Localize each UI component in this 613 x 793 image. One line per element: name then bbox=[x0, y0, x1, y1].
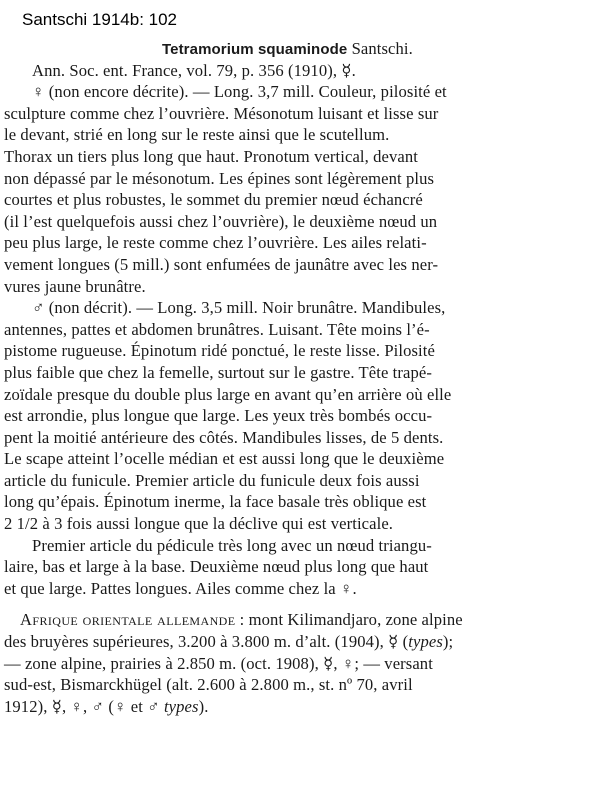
text-line: peu plus large, le reste comme chez l’ouvrière. Les ailes relati- bbox=[4, 233, 427, 253]
text-line: plus faible que chez la femelle, surtout sur le gastre. Tête trapé- bbox=[4, 362, 432, 382]
distribution-text: ); bbox=[442, 632, 454, 652]
distribution-line: — zone alpine, prairies à 2.850 m. (oct. 1908), ☿, ♀; — versant bbox=[4, 653, 433, 673]
distribution-text: ). bbox=[198, 696, 209, 716]
region-name: Afrique orientale allemande bbox=[20, 610, 236, 630]
text-line: vement longues (5 mill.) sont enfumées de jaunâtre avec les ner- bbox=[4, 254, 439, 274]
text-line: est arrondie, plus longue que large. Les yeux très bombés occu- bbox=[4, 406, 433, 426]
female-description bbox=[0, 81, 613, 297]
distribution-line bbox=[4, 631, 613, 653]
text-line: Premier article du pédicule très long avec un nœud triangu- bbox=[32, 535, 432, 555]
text-line: courtes et plus robustes, le sommet du premier nœud échancré bbox=[4, 190, 423, 210]
text-line: et que large. Pattes longues. Ailes comme chez la ♀. bbox=[4, 578, 357, 598]
text-line: Thorax un tiers plus long que haut. Pronotum vertical, devant bbox=[4, 146, 418, 166]
text-line: zoïdale presque du double plus large en avant qu’en arrière où elle bbox=[4, 384, 452, 404]
page-header: Santschi 1914b: 102 bbox=[22, 10, 178, 29]
distribution-line bbox=[4, 696, 613, 718]
text-line: long qu’épais. Épinotum inerme, la face basale très oblique est bbox=[4, 492, 427, 512]
distribution-text: des bruyères supérieures, 3.200 à 3.800 m. d’alt. (1904), ☿ ( bbox=[4, 632, 409, 652]
text-line: pent la moitié antérieure des côtés. Mandibules lisses, de 5 dents. bbox=[4, 427, 444, 447]
species-title bbox=[162, 38, 613, 60]
pedicel-description bbox=[0, 535, 613, 600]
male-description bbox=[0, 297, 613, 535]
text-line: (il l’est quelquefois aussi chez l’ouvrière), le deuxième nœud un bbox=[4, 211, 438, 231]
text-line: vures jaune brunâtre. bbox=[4, 276, 146, 296]
species-author: Santschi. bbox=[351, 39, 413, 58]
text-line: 2 1/2 à 3 fois aussi longue que la déclive qui est verticale. bbox=[4, 514, 394, 534]
distribution bbox=[0, 609, 613, 717]
text-line: ♀ (non encore décrite). — Long. 3,7 mill. Couleur, pilosité et bbox=[32, 82, 447, 102]
text-line: ♂ (non décrit). — Long. 3,5 mill. Noir brunâtre. Mandibules, bbox=[32, 298, 446, 318]
species-description bbox=[0, 38, 613, 717]
text-line: article du funicule. Premier article du funicule deux fois aussi bbox=[4, 470, 420, 490]
text-line: le devant, strié en long sur le reste ainsi que le scutellum. bbox=[4, 125, 390, 145]
text-line: non dépassé par le mésonotum. Les épines sont légèrement plus bbox=[4, 168, 435, 188]
distribution-line bbox=[20, 609, 613, 631]
text-line: laire, bas et large à la base. Deuxième nœud plus long que haut bbox=[4, 557, 429, 577]
types-label: types bbox=[408, 632, 443, 652]
text-line: sculpture comme chez l’ouvrière. Mésonotum luisant et lisse sur bbox=[4, 103, 439, 123]
text-line: Le scape atteint l’ocelle médian et est aussi long que le deuxième bbox=[4, 449, 445, 469]
species-name: Tetramorium squaminode bbox=[162, 41, 348, 58]
text-line: pistome rugueuse. Épinotum ridé ponctué, le reste lisse. Pilosité bbox=[4, 341, 435, 361]
types-label: types bbox=[163, 696, 199, 716]
distribution-line: sud-est, Bismarckhügel (alt. 2.600 à 2.800 m., st. nº 70, avril bbox=[4, 675, 413, 695]
distribution-text: 1912), ☿, ♀, ♂ (♀ et ♂ bbox=[4, 696, 164, 716]
distribution-text: : mont Kilimandjaro, zone alpine bbox=[235, 610, 463, 630]
text-line: antennes, pattes et abdomen brunâtres. Luisant. Tête moins l’é- bbox=[4, 319, 430, 339]
citation: Ann. Soc. ent. France, vol. 79, p. 356 (1910), ☿. bbox=[32, 60, 356, 80]
